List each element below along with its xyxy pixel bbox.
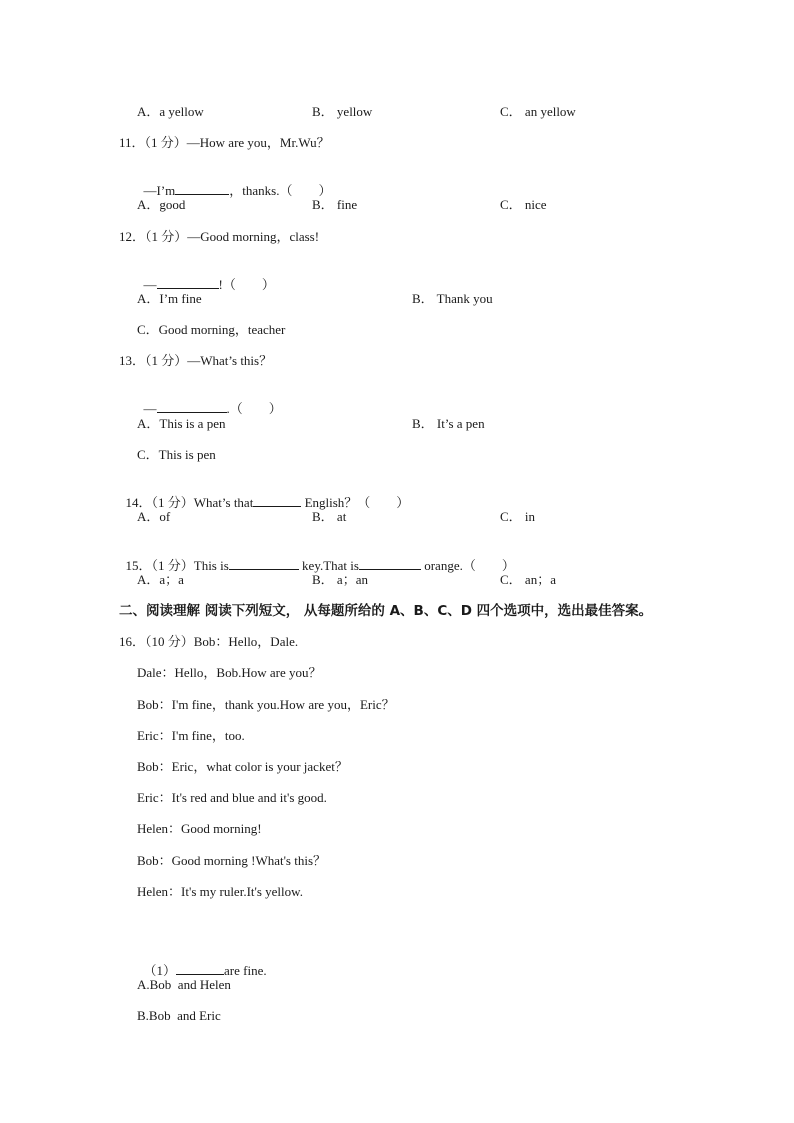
q15-stem-middle: key.That is [298, 558, 359, 573]
q13-answer-suffix: .（ ） [226, 401, 282, 416]
q15-stem-prefix: 15．（1 分）This is [125, 558, 229, 573]
q12-answer-line [137, 260, 275, 293]
dialogue-line: Bob：Good morning !What's this？ [137, 853, 327, 868]
q14-stem-suffix: English？（ ） [301, 495, 410, 510]
dialogue-line: Dale：Hello，Bob.How are you？ [137, 665, 322, 680]
q15-option-a: A．a；a [137, 572, 184, 587]
q12-option-a: A．I’m fine [137, 291, 202, 306]
q16-sub1-option-a: A.Bob and Helen [137, 977, 231, 992]
dialogue-line: Bob：Eric，what color is your jacket？ [137, 759, 348, 774]
q11-blank[interactable] [175, 182, 229, 195]
q13-option-a: A．This is a pen [137, 416, 226, 431]
q11-option-a: A．good [137, 197, 186, 212]
q13-answer-prefix: — [143, 401, 157, 416]
q14-stem-prefix: 14．（1 分）What’s that [125, 495, 254, 510]
dialogue-line: Eric：I'm fine，too. [137, 728, 245, 743]
q14-stem [119, 478, 409, 511]
q15-stem [119, 541, 515, 574]
dialogue-line: Helen：It's my ruler.It's yellow. [137, 884, 303, 899]
section-2-heading: 二、阅读理解 阅读下列短文， 从每题所给的 A、B、C、D 四个选项中，选出最佳答案。 [119, 603, 653, 619]
q15-blank-1[interactable] [229, 557, 299, 570]
q16-sub1-stem [137, 946, 267, 979]
q10-option-b: B． yellow [312, 104, 373, 119]
q12-stem: 12．（1 分）—Good morning，class! [119, 229, 320, 244]
q16-sub1-number: （1） [143, 963, 177, 978]
q14-option-c: C． in [500, 509, 536, 524]
q13-blank[interactable] [157, 400, 227, 413]
q10-option-c: C． an yellow [500, 104, 576, 119]
dialogue-line: Helen：Good morning! [137, 821, 262, 836]
q11-option-b: B． fine [312, 197, 358, 212]
q15-option-b: B． a；an [312, 572, 368, 587]
q14-option-a: A．of [137, 509, 171, 524]
q12-answer-suffix: !（ ） [218, 277, 275, 292]
q15-option-c: C． an；a [500, 572, 556, 587]
q11-option-c: C． nice [500, 197, 547, 212]
q12-option-b: B． Thank you [412, 291, 493, 306]
q13-option-c: C．This is pen [137, 447, 216, 462]
q14-blank[interactable] [253, 494, 301, 507]
q16-stem: 16．（10 分）Bob：Hello，Dale. [119, 634, 299, 649]
q12-option-c: C．Good morning，teacher [137, 322, 286, 337]
q14-option-b: B． at [312, 509, 347, 524]
q12-blank[interactable] [157, 276, 219, 289]
q16-sub1-blank[interactable] [176, 962, 224, 975]
q15-blank-2[interactable] [359, 557, 421, 570]
q11-answer-prefix: —I’m [143, 183, 176, 198]
dialogue-line: Eric：It's red and blue and it's good. [137, 790, 327, 805]
q12-answer-prefix: — [143, 277, 157, 292]
q16-sub1-suffix: are fine. [224, 963, 267, 978]
dialogue-line: Bob：I'm fine，thank you.How are you，Eric？ [137, 697, 395, 712]
q11-answer-line [137, 166, 331, 199]
q13-stem: 13．（1 分）—What’s this？ [119, 353, 273, 368]
q13-answer-line [137, 384, 282, 417]
q11-answer-suffix: ，thanks.（ ） [229, 183, 332, 198]
q15-stem-suffix: orange.（ ） [420, 558, 515, 573]
q16-sub1-option-b: B.Bob and Eric [137, 1008, 221, 1023]
q11-stem: 11．（1 分）—How are you，Mr.Wu？ [119, 135, 330, 150]
q13-option-b: B． It’s a pen [412, 416, 485, 431]
q10-option-a: A．a yellow [137, 104, 204, 119]
